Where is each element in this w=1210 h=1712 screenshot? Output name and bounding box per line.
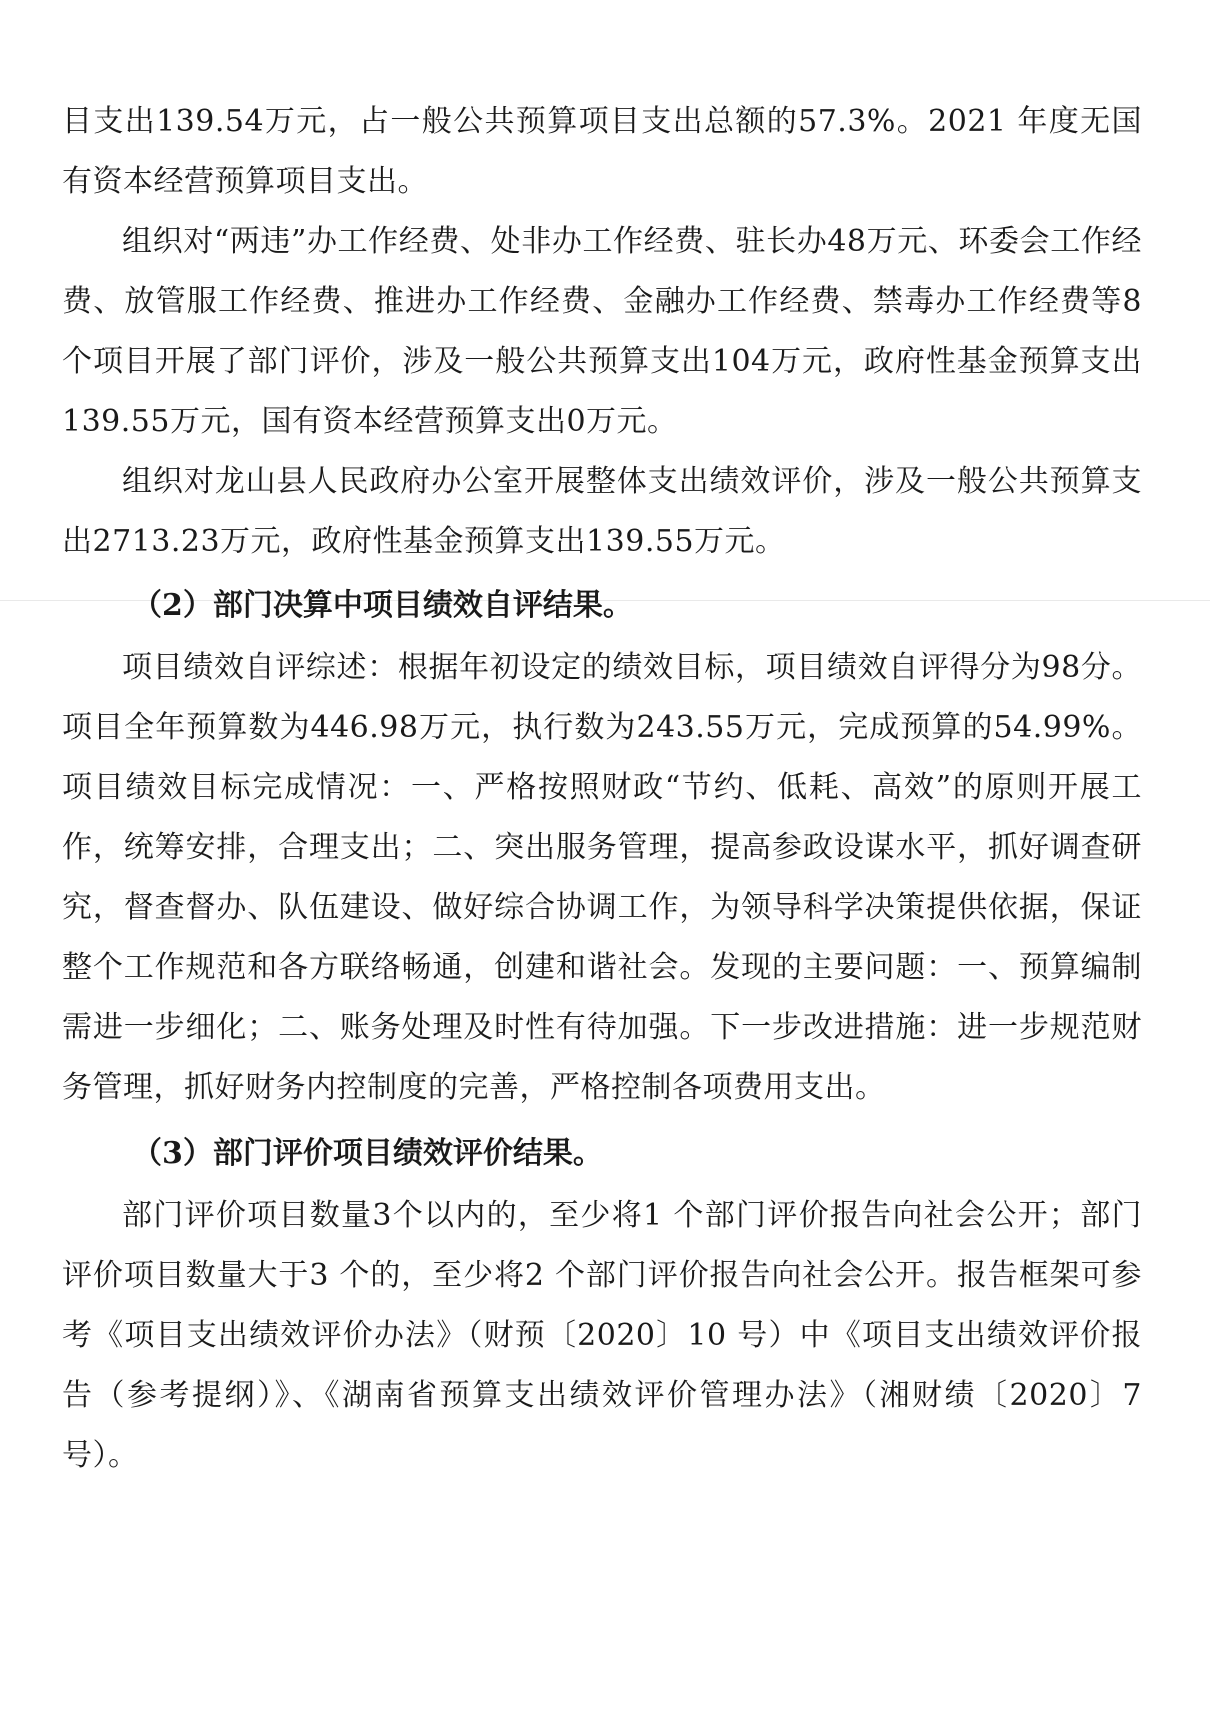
section-evaluation-results — [62, 1122, 1142, 1486]
section-overview — [62, 92, 1142, 572]
heading-evaluation-results: （3）部门评价项目绩效评价结果。 — [132, 1136, 603, 1171]
paragraph-project-expenditure: 目支出139.54万元，占一般公共预算项目支出总额的57.3%。2021 年度无国有资本经营预算项目支出。 — [62, 104, 1142, 199]
paragraph-department-evaluation: 组织对“两违”办工作经费、处非办工作经费、驻长办48万元、环委会工作经费、放管服工作经费、推进办工作经费、金融办工作经费、禁毒办工作经费等8个项目开展了部门评价，涉及一般公共预算支出104万元，政府性基金预算支出139.55万元，国有资本经营预算支出0万元。 — [62, 224, 1142, 439]
heading-self-evaluation: （2）部门决算中项目绩效自评结果。 — [132, 588, 633, 623]
paragraph-evaluation-results: 部门评价项目数量3个以内的，至少将1 个部门评价报告向社会公开；部门评价项目数量大于3 个的，至少将2 个部门评价报告向社会公开。报告框架可参考《项目支出绩效评价办法》（财预〔2020〕10 号）中《项目支出绩效评价报告（参考提纲）》、《湖南省预算支出绩效评价管理办法》（湘财绩〔2020〕7号）。 — [62, 1198, 1142, 1473]
document-body — [62, 92, 1142, 1486]
section-self-evaluation — [62, 574, 1142, 1118]
paragraph-self-evaluation: 项目绩效自评综述：根据年初设定的绩效目标，项目绩效自评得分为98分。项目全年预算数为446.98万元，执行数为243.55万元，完成预算的54.99%。项目绩效目标完成情况：一、严格按照财政“节约、低耗、高效”的原则开展工作，统筹安排，合理支出；二、突出服务管理，提高参政设谋水平，抓好调查研究，督查督办、队伍建设、做好综合协调工作，为领导科学决策提供依据，保证整个工作规范和各方联络畅通，创建和谐社会。发现的主要问题：一、预算编制需进一步细化；二、账务处理及时性有待加强。下一步改进措施：进一步规范财务管理，抓好财务内控制度的完善，严格控制各项费用支出。 — [62, 650, 1142, 1105]
paragraph-overall-evaluation: 组织对龙山县人民政府办公室开展整体支出绩效评价，涉及一般公共预算支出2713.23万元，政府性基金预算支出139.55万元。 — [62, 464, 1142, 559]
